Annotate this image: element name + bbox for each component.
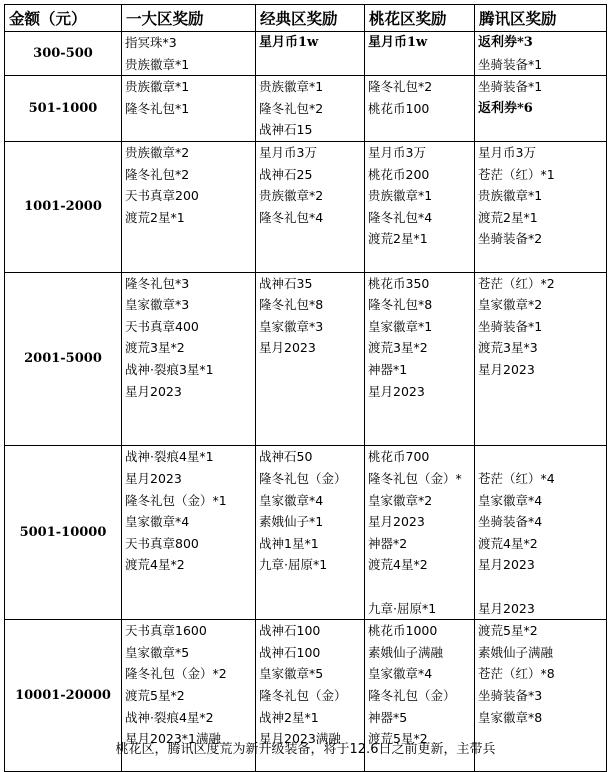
table-row — [5, 272, 607, 446]
reward-item: 渡荒2星*1 — [368, 231, 428, 247]
reward-cell-classic — [256, 272, 365, 446]
reward-cell-region1 — [122, 141, 256, 272]
reward-item: 坐骑装备*2 — [478, 231, 543, 247]
reward-item: 皇家徽章*3 — [259, 318, 324, 334]
reward-item: 苍茫（红）*1 — [478, 166, 555, 182]
reward-item: 天书真章1600 — [125, 623, 207, 639]
reward-item: 渡荒3星*3 — [478, 340, 538, 356]
reward-cell-classic — [256, 32, 365, 76]
reward-item: 贵族徽章*1 — [368, 188, 433, 204]
footer-note: 桃花区，腾讯区度荒为新升级装备，将于12.6日之前更新，主带兵 — [115, 742, 496, 757]
reward-cell-taohua — [365, 446, 475, 620]
reward-item: 隆冬礼包（金）* — [368, 470, 462, 486]
reward-item: 隆冬礼包（金）*1 — [125, 492, 227, 508]
reward-item: 坐骑装备*4 — [478, 514, 543, 530]
reward-cell-classic — [256, 446, 365, 620]
reward-item: 星月币1w — [259, 35, 319, 50]
reward-item — [478, 576, 606, 598]
reward-item: 战神石15 — [259, 122, 313, 138]
reward-item: 渡荒2星*1 — [478, 209, 538, 225]
reward-item: 桃花币100 — [368, 100, 430, 116]
reward-item: 星月2023 — [478, 361, 535, 377]
reward-cell-taohua — [365, 141, 475, 272]
reward-item: 战神·裂痕4星*2 — [125, 709, 214, 725]
reward-item: 贵族徽章*1 — [125, 79, 190, 95]
reward-item: 隆冬礼包*1 — [125, 100, 190, 116]
reward-table — [4, 4, 607, 772]
reward-item: 皇家徽章*4 — [478, 492, 543, 508]
reward-cell-classic — [256, 141, 365, 272]
reward-item: 渡荒3星*2 — [125, 340, 185, 356]
reward-item: 贵族徽章*1 — [125, 56, 190, 72]
header-classic: 经典区奖励 — [256, 5, 365, 32]
table-row — [5, 76, 607, 142]
reward-item: 隆冬礼包*4 — [368, 209, 433, 225]
reward-cell-taohua — [365, 32, 475, 76]
reward-item: 九章·屈原*1 — [259, 557, 328, 573]
reward-item: 隆冬礼包（金）*2 — [125, 666, 227, 682]
reward-item: 贵族徽章*1 — [259, 79, 324, 95]
reward-item: 神器*5 — [368, 709, 408, 725]
reward-item: 星月2023*1满融 — [125, 731, 222, 747]
reward-item: 星月2023满融 — [259, 731, 341, 747]
reward-item: 苍茫（红）*2 — [478, 275, 555, 291]
reward-item: 星月2023 — [259, 340, 316, 356]
reward-cell-tencent — [475, 76, 607, 142]
reward-item: 渡荒5星*2 — [478, 623, 538, 639]
reward-cell-tencent — [475, 32, 607, 76]
reward-item: 桃花币1000 — [368, 623, 438, 639]
reward-item: 星月2023 — [368, 383, 425, 399]
reward-item: 渡荒4星*2 — [368, 557, 428, 573]
reward-item: 返利券*3 — [478, 35, 533, 50]
reward-cell-region1 — [122, 32, 256, 76]
reward-item: 隆冬礼包*8 — [259, 297, 324, 313]
reward-item: 战神石100 — [259, 623, 321, 639]
reward-cell-taohua — [365, 272, 475, 446]
reward-item: 天书真章200 — [125, 188, 199, 204]
reward-item: 渡荒5星*2 — [125, 687, 185, 703]
reward-item: 渡荒4星*2 — [125, 557, 185, 573]
reward-item: 渡荒2星*1 — [125, 209, 185, 225]
reward-item: 渡荒4星*2 — [478, 535, 538, 551]
reward-item: 九章·屈原*1 — [368, 600, 437, 616]
table-row — [5, 32, 607, 76]
reward-item: 战神石25 — [259, 166, 313, 182]
reward-cell-tencent — [475, 272, 607, 446]
reward-item: 隆冬礼包*2 — [368, 79, 433, 95]
reward-cell-tencent — [475, 446, 607, 620]
reward-item: 桃花币700 — [368, 449, 430, 465]
reward-item: 桃花币200 — [368, 166, 430, 182]
reward-item: 星月2023 — [125, 383, 182, 399]
reward-item: 星月2023 — [368, 514, 425, 530]
amount-cell: 501-1000 — [5, 76, 122, 142]
reward-item: 隆冬礼包*3 — [125, 275, 190, 291]
reward-cell-region1 — [122, 76, 256, 142]
reward-item: 渡荒5星*2 — [368, 731, 428, 747]
reward-item: 皇家徽章*3 — [125, 297, 190, 313]
reward-item: 苍茫（红）*4 — [478, 470, 555, 486]
reward-item: 战神石50 — [259, 449, 313, 465]
reward-item: 隆冬礼包（金） — [259, 687, 347, 703]
reward-item: 皇家徽章*2 — [368, 492, 433, 508]
reward-item: 战神1星*1 — [259, 535, 319, 551]
reward-item: 坐骑装备*1 — [478, 79, 543, 95]
reward-cell-tencent — [475, 141, 607, 272]
amount-cell: 300-500 — [5, 32, 122, 76]
reward-item: 神器*1 — [368, 361, 408, 377]
table-row — [5, 141, 607, 272]
reward-item: 桃花币350 — [368, 275, 430, 291]
reward-item — [478, 446, 606, 468]
reward-item: 天书真章800 — [125, 535, 199, 551]
reward-item: 皇家徽章*1 — [368, 318, 433, 334]
reward-item: 皇家徽章*4 — [259, 492, 324, 508]
reward-item: 隆冬礼包*2 — [125, 166, 190, 182]
header-taohua: 桃花区奖励 — [365, 5, 475, 32]
reward-item: 战神石100 — [259, 644, 321, 660]
reward-item: 贵族徽章*2 — [259, 188, 324, 204]
reward-item: 皇家徽章*8 — [478, 709, 543, 725]
reward-item: 神器*2 — [368, 535, 408, 551]
reward-item: 星月币3万 — [478, 144, 536, 160]
reward-item: 星月2023 — [478, 600, 535, 616]
reward-item: 星月2023 — [478, 557, 535, 573]
reward-item: 星月币3万 — [259, 144, 317, 160]
reward-item: 战神·裂痕4星*1 — [125, 449, 214, 465]
reward-item: 坐骑装备*1 — [478, 56, 543, 72]
reward-item: 星月2023 — [125, 470, 182, 486]
header-region1: 一大区奖励 — [122, 5, 256, 32]
reward-item: 隆冬礼包*2 — [259, 100, 324, 116]
reward-cell-region1 — [122, 272, 256, 446]
reward-item: 皇家徽章*5 — [259, 666, 324, 682]
reward-item: 皇家徽章*4 — [125, 514, 190, 530]
reward-item: 战神石35 — [259, 275, 313, 291]
reward-item: 战神2星*1 — [259, 709, 319, 725]
amount-cell: 1001-2000 — [5, 141, 122, 272]
header-tencent: 腾讯区奖励 — [475, 5, 607, 32]
amount-cell: 5001-10000 — [5, 446, 122, 620]
table-row — [5, 446, 607, 620]
reward-item: 返利券*6 — [478, 100, 533, 116]
reward-item: 星月币1w — [368, 35, 428, 50]
reward-item: 隆冬礼包*4 — [259, 209, 324, 225]
header-row — [5, 5, 607, 32]
reward-item: 渡荒3星*2 — [368, 340, 428, 356]
reward-item: 苍茫（红）*8 — [478, 666, 555, 682]
amount-cell: 2001-5000 — [5, 272, 122, 446]
reward-item: 贵族徽章*2 — [125, 144, 190, 160]
reward-item — [368, 576, 474, 598]
reward-item: 素娥仙子*1 — [259, 514, 324, 530]
reward-item: 指冥珠*3 — [125, 35, 177, 50]
reward-cell-taohua — [365, 76, 475, 142]
reward-item: 贵族徽章*1 — [478, 188, 543, 204]
reward-item: 星月币3万 — [368, 144, 426, 160]
header-amount: 金额（元） — [5, 5, 122, 32]
reward-item: 皇家徽章*2 — [478, 297, 543, 313]
reward-item: 坐骑装备*1 — [478, 318, 543, 334]
reward-item: 战神·裂痕3星*1 — [125, 361, 214, 377]
reward-item: 素娥仙子满融 — [368, 644, 444, 660]
reward-item: 皇家徽章*5 — [125, 644, 190, 660]
reward-cell-classic — [256, 76, 365, 142]
reward-item: 隆冬礼包*8 — [368, 297, 433, 313]
reward-item: 素娥仙子满融 — [478, 644, 554, 660]
reward-item: 隆冬礼包（金） — [259, 470, 347, 486]
reward-cell-region1 — [122, 446, 256, 620]
amount-cell: 10001-20000 — [5, 620, 122, 772]
reward-item: 隆冬礼包（金） — [368, 687, 456, 703]
reward-item: 天书真章400 — [125, 318, 199, 334]
reward-item: 皇家徽章*4 — [368, 666, 433, 682]
reward-item: 坐骑装备*3 — [478, 687, 543, 703]
